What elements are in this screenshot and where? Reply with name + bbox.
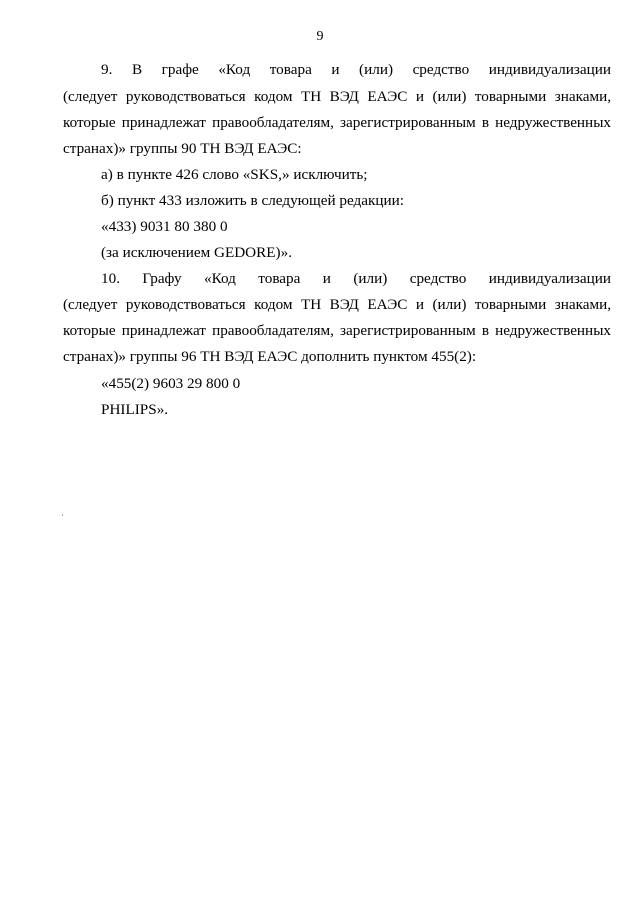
paragraph-10-code: «455(2) 9603 29 800 0	[101, 375, 241, 392]
paragraph-10-line-3: которые принадлежат правообладателям, зарегистрированным в недружественных	[63, 322, 611, 339]
item-a: а) в пункте 426 слово «SKS,» исключить;	[101, 166, 368, 183]
paragraph-10-brand: PHILIPS».	[101, 401, 169, 418]
page-number: 9	[316, 29, 324, 44]
item-b-exception: (за исключением GEDORE)».	[101, 244, 293, 261]
paragraph-10-line-1: 10. Графу «Код товара и (или) средство индивидуализации	[101, 270, 611, 287]
paragraph-9-line-1: 9. В графе «Код товара и (или) средство индивидуализации	[101, 61, 611, 78]
paragraph-9-line-2: (следует руководствоваться кодом ТН ВЭД ЕАЭС и (или) товарными знаками,	[63, 88, 611, 105]
paragraph-10-line-4: странах)» группы 96 ТН ВЭД ЕАЭС дополнить пунктом 455(2):	[63, 348, 477, 365]
paragraph-9-line-3: которые принадлежат правообладателям, зарегистрированным в недружественных	[63, 114, 611, 131]
item-b: б) пункт 433 изложить в следующей редакции:	[101, 192, 404, 209]
paragraph-10-line-2: (следует руководствоваться кодом ТН ВЭД ЕАЭС и (или) товарными знаками,	[63, 296, 611, 313]
item-b-code: «433) 9031 80 380 0	[101, 218, 228, 235]
paragraph-9-line-4: странах)» группы 90 ТН ВЭД ЕАЭС:	[63, 140, 302, 157]
scan-speck	[62, 514, 63, 516]
